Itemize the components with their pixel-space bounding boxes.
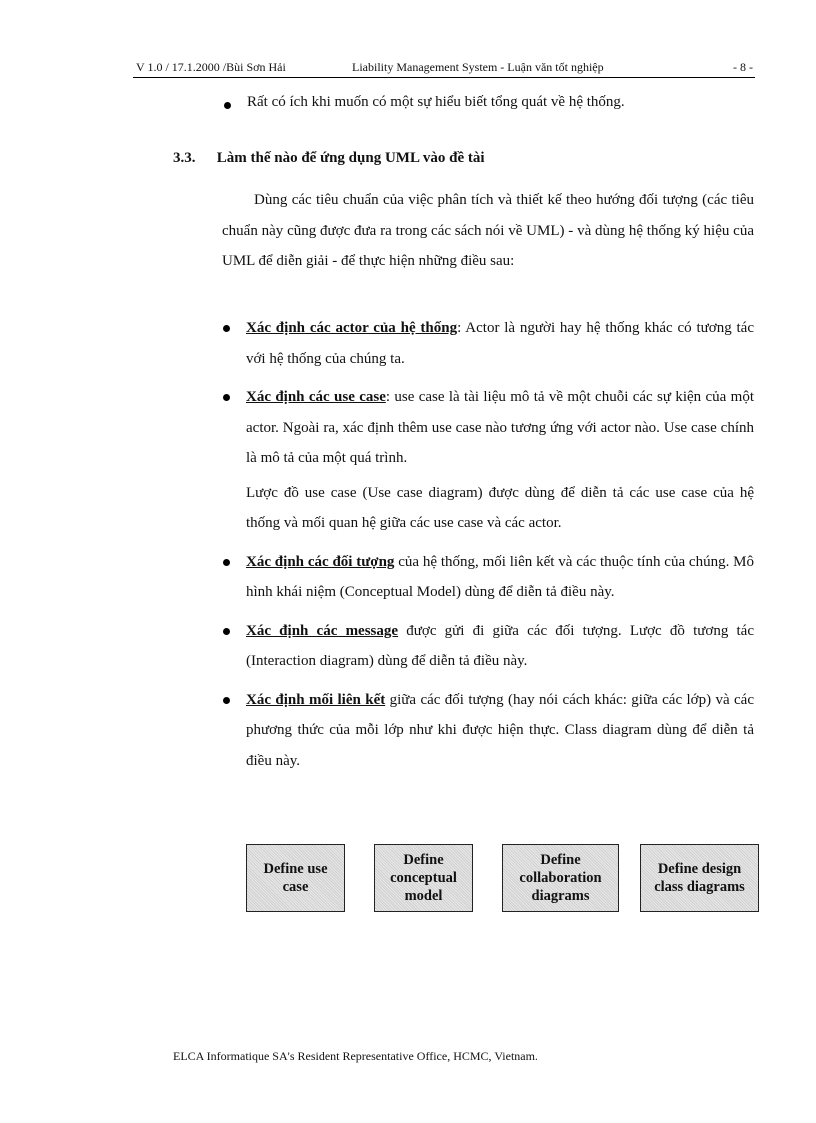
page-header: [133, 59, 755, 78]
bullet-dot-icon: [223, 325, 230, 332]
flow-box-define-use-case: Define use case: [246, 844, 345, 912]
process-flow: [0, 844, 816, 914]
bullet-dot-icon: [223, 697, 230, 704]
bullet-text: : use case là tài liệu mô tả về một chuỗi các sự kiện của một actor. Ngoài ra, xác định thêm use case nào tương ứng với actor nào. Use case chính là mô tả của một quá trình.: [246, 389, 754, 466]
flow-box-define-design-class-diagrams: Define design class diagrams: [640, 844, 759, 912]
bullet-dot-icon: [223, 394, 230, 401]
flow-box-define-collaboration-diagrams: Define collaboration diagrams: [502, 844, 619, 912]
bullet-keyword: Xác định mối liên kết: [246, 691, 386, 708]
bullet-keyword: Xác định các message: [246, 622, 399, 639]
top-bullet-text: Rất có ích khi muốn có một sự hiểu biết tổng quát về hệ thống.: [247, 94, 625, 110]
bullet-keyword: Xác định các đối tượng: [246, 553, 395, 570]
section-heading: [173, 150, 485, 167]
list-item: [222, 547, 754, 608]
page-footer: ELCA Informatique SA's Resident Representative Office, HCMC, Vietnam.: [173, 1049, 538, 1063]
header-version: V 1.0 / 17.1.2000 /Bùi Sơn Hải: [136, 60, 286, 74]
bullet-list: [222, 313, 754, 784]
bullet-keyword: Xác định các actor của hệ thống: [246, 320, 458, 336]
list-item: [222, 382, 754, 474]
header-title: Liability Management System - Luận văn tốt nghiệp: [352, 60, 604, 74]
bullet-text: được gửi đi giữa các đối tượng. Lược đồ tương tác (Interaction diagram) dùng để diễn tả điều này.: [246, 622, 754, 669]
list-item: [222, 685, 754, 777]
flow-box-define-conceptual-model: Define conceptual model: [374, 844, 473, 912]
bullet-text: giữa các đối tượng (hay nói cách khác: giữa các lớp) và các phương thức của mỗi lớp như khi được hiện thực. Class diagram dùng để diễn tả điều này.: [246, 691, 754, 769]
list-item: [222, 616, 754, 677]
bullet-text: của hệ thống, mối liên kết và các thuộc tính của chúng. Mô hình khái niệm (Conceptual Model) dùng để diễn tả điều này.: [246, 553, 754, 600]
section-number: 3.3.: [173, 150, 196, 166]
bullet-dot-icon: [224, 102, 231, 109]
list-item: [222, 313, 754, 374]
intro-paragraph: Dùng các tiêu chuẩn của việc phân tích và thiết kế theo hướng đối tượng (các tiêu chuẩn này cũng được đưa ra trong các sách nói về UML) - và dùng hệ thống ký hiệu của UML để diễn giải - để thực hiện những điều sau:: [222, 192, 754, 269]
section-title: Làm thế nào để ứng dụng UML vào đề tài: [216, 150, 485, 166]
bullet-dot-icon: [223, 628, 230, 635]
bullet-dot-icon: [223, 559, 230, 566]
header-page-number: - 8 -: [733, 60, 753, 74]
bullet-text: : Actor là người hay hệ thống khác có tương tác với hệ thống của chúng ta.: [246, 320, 754, 367]
bullet-keyword: Xác định các use case: [246, 389, 386, 405]
use-case-note: Lược đồ use case (Use case diagram) được dùng để diễn tả các use case của hệ thống và mối quan hệ giữa các use case và các actor.: [246, 484, 754, 531]
